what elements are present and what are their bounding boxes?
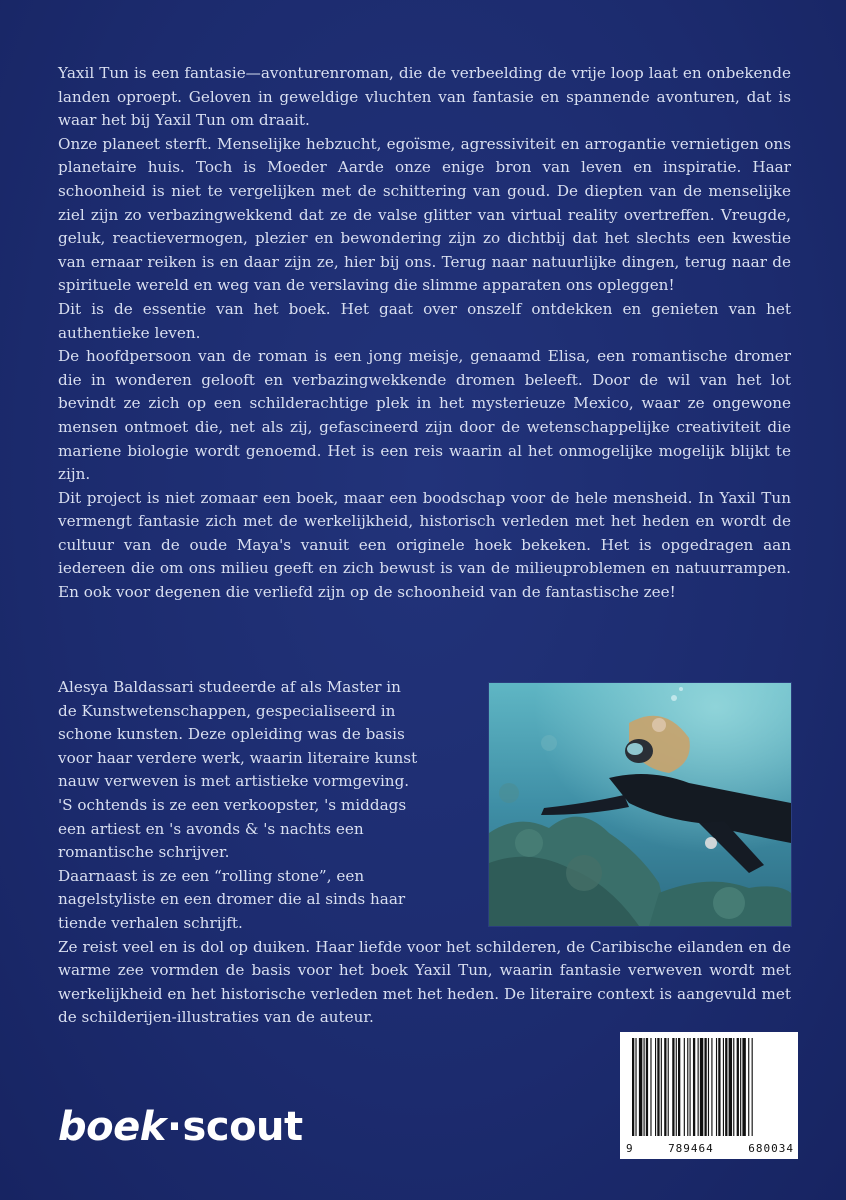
logo-text-scout: scout [182,1104,303,1150]
barcode-bar [650,1038,651,1136]
barcode-bar [711,1038,712,1136]
logo-part-boek [58,1104,166,1150]
author-diver-photo [488,682,792,927]
blurb-paragraph: Onze planeet sterft. Menselijke hebzucht, egoïsme, agressiviteit en arrogantie vernietigen ons planetaire huis. Toch is Moeder Aarde onze enige bron van leven en inspiratie. Haar schoonheid is niet te vergelijken met de schittering van goud. De diepten van de menselijke ziel zijn zo verbazingwekkend dat ze de valse glitter van virtual reality overtreffen. Vreugde, geluk, reactievermogen, plezier en bewondering zijn zo dichtbij dat het slechts een kwestie van ernaar reiken is en daar zijn ze, hier bij ons. Terug naar natuurlijke dingen, terug naar de spirituele wereld en weg van de verslaving die slimme apparaten ons opleggen! [58,134,791,295]
logo-separator: · [166,1104,182,1150]
barcode-bar [690,1038,691,1136]
barcode-bar [676,1038,677,1136]
blurb-paragraph: Yaxil Tun is een fantasie—avonturenroman, die de verbeelding de vrije loop laat en onbekende landen oproept. Geloven in geweldige vluchten van fantasie en spannende avonturen, dat is waar het bij Yaxil Tun om draait. [58,64,791,130]
barcode-bar [672,1038,674,1136]
blurb-paragraph: Dit is de essentie van het boek. Het gaat over onszelf ontdekken en genieten van het authentieke leven. [58,299,791,342]
barcode-bar [723,1038,724,1136]
barcode-bar [661,1038,662,1136]
isbn-digit-group: 680034 [748,1142,794,1155]
barcode-bar [698,1038,699,1136]
barcode-bar [693,1038,695,1136]
blurb-paragraph: De hoofdpersoon van de roman is een jong meisje, genaamd Elisa, een romantische dromer die in wonderen gelooft en verbazingwekkende dromen beleeft. Door de wil van het lot bevindt ze zich op een schilderachtige plek in het mysterieuze Mexico, waar ze ongewone mensen ontmoet die, net als zij, gefascineerd zijn door de wetenschappelijke creativiteit die mariene biologie wordt genoemd. Het is een reis waarin al het onmogelijke mogelijk blijkt te zijn. [58,347,791,484]
barcode-bar [655,1038,656,1136]
back-cover-blurb [58,62,791,605]
barcode-bar [657,1038,659,1136]
barcode-bar [718,1038,720,1136]
author-paragraph: 'S ochtends is ze een verkoopster, 's middags een artiest en 's avonds & 's nachts een romantische schrijver. [58,795,407,862]
logo-text-boek: boek [58,1104,166,1150]
barcode-bar [752,1038,753,1136]
barcode-bar [748,1038,749,1136]
diver-underwater-illustration [489,683,791,926]
barcode-bar [684,1038,685,1136]
barcode-bar [742,1038,745,1136]
barcode-bar [704,1038,706,1136]
barcode-bar [708,1038,709,1136]
barcode-bar [646,1038,648,1136]
barcode-bar [716,1038,717,1136]
author-paragraph: Alesya Baldassari studeerde af als Master in de Kunstwetenschappen, gespecialiseerd in schone kunsten. Deze opleiding was de basis voor haar verdere werk, waarin literaire kunst nauw verweven is met artistieke vormgeving. [58,678,418,791]
barcode-bar [687,1038,688,1136]
barcode-bar [700,1038,703,1136]
barcode-bar [632,1038,634,1136]
publisher-logo [58,1104,303,1150]
barcode-bars [620,1032,798,1140]
barcode-bar [733,1038,734,1136]
barcode-bar [740,1038,741,1136]
barcode-bar [635,1038,636,1136]
barcode-bar [678,1038,680,1136]
isbn-digit-group: 789464 [668,1142,714,1155]
isbn-number [626,1142,794,1155]
isbn-digit-group: 9 [626,1142,634,1155]
barcode-bar [664,1038,666,1136]
isbn-barcode [620,1032,798,1159]
barcode-bar [725,1038,727,1136]
author-paragraph-full: Ze reist veel en is dol op duiken. Haar liefde voor het schilderen, de Caribische eilanden en de warme zee vormden de basis voor het boek Yaxil Tun, waarin fantasie verweven wordt met werkelijkheid en het historische verleden met het heden. De literaire context is aangevuld met de schilderijen-illustraties van de auteur. [58,937,791,1027]
barcode-bar [729,1038,732,1136]
barcode-bar [644,1038,645,1136]
author-bio-narrow [58,676,420,936]
barcode-bar [737,1038,739,1136]
barcode-bar [668,1038,669,1136]
blurb-paragraph: Dit project is niet zomaar een boek, maar een boodschap voor de hele mensheid. In Yaxil Tun vermengt fantasie zich met de werkelijkheid, historisch verleden met het heden en wordt de cultuur van de oude Maya's vanuit een originele hoek bekeken. Het is opgedragen aan iedereen die om ons milieu geeft en zich bewust is van de milieuproblemen en natuurrampen. En ook voor degenen die verliefd zijn op de schoonheid van de fantastische zee! [58,488,791,602]
barcode-bar [639,1038,642,1136]
author-paragraph: Daarnaast is ze een “rolling stone”, een nagelstyliste en een dromer die al sinds haar tiende verhalen schrijft. [58,866,406,932]
